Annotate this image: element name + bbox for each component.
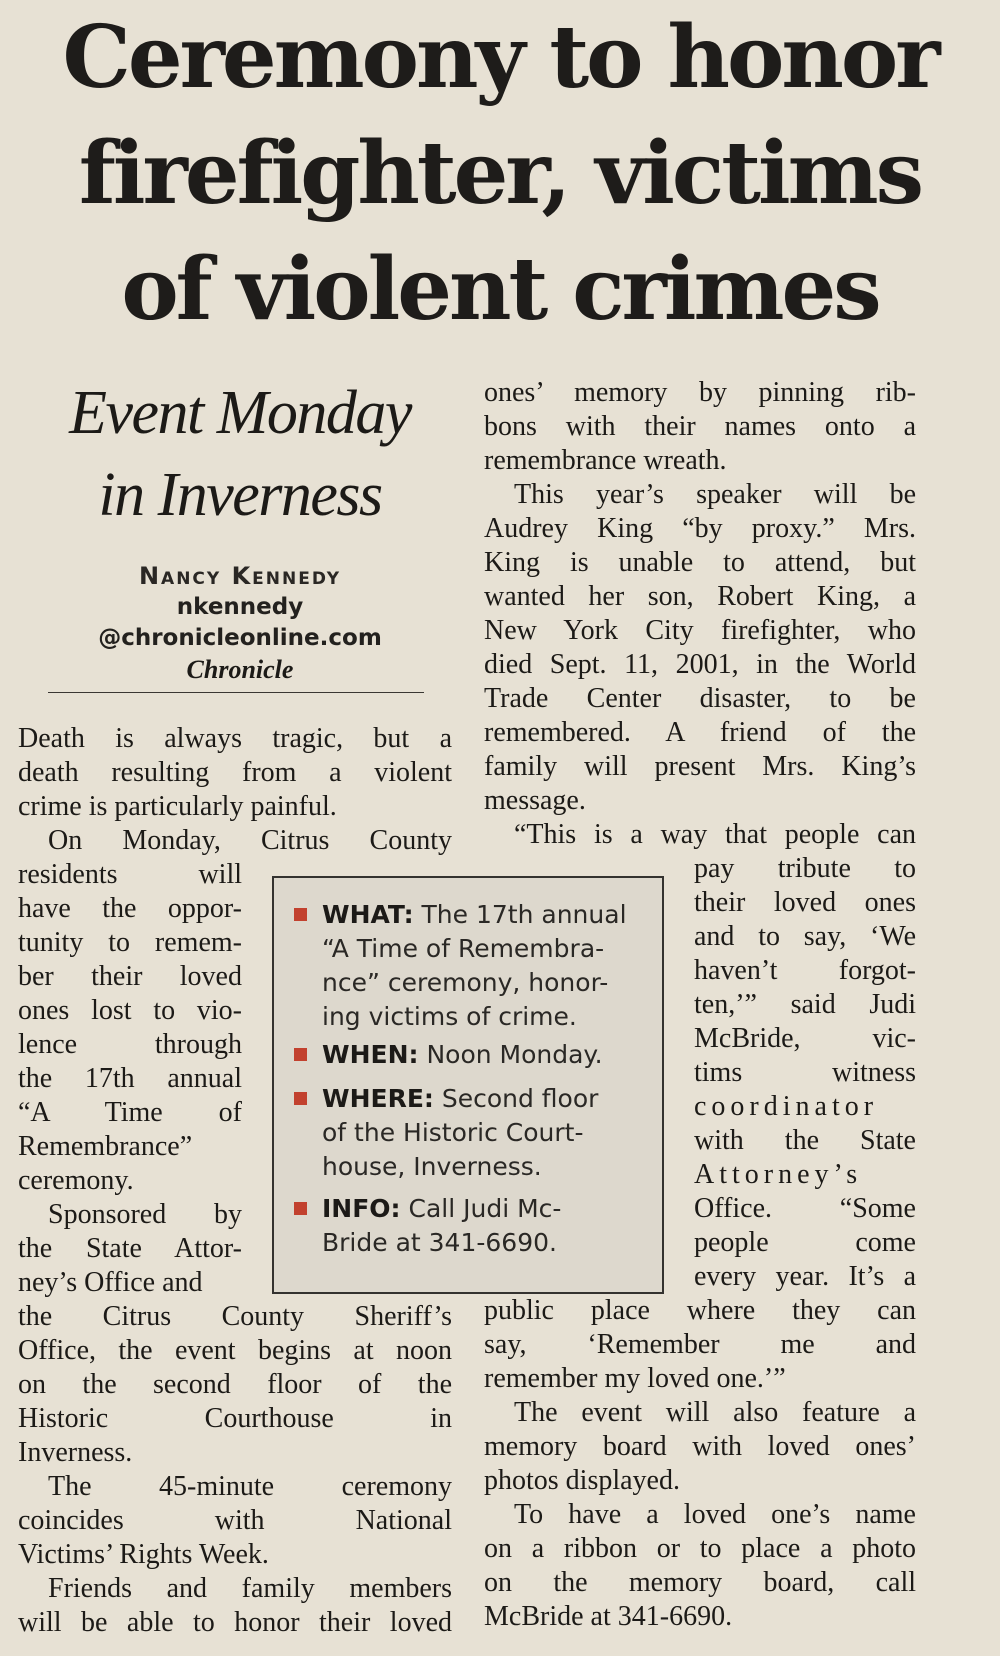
body-line: pay tribute to [694, 853, 916, 884]
body-line: death resulting from a violent [18, 757, 452, 788]
info-text: Call Judi Mc- [400, 1194, 562, 1223]
headline [0, 0, 1000, 348]
body-line: ber their loved [18, 961, 242, 992]
info-label: WHERE: [322, 1084, 434, 1113]
body-line: tims witness [694, 1057, 916, 1088]
body-line: Victims’ Rights Week. [18, 1539, 269, 1570]
publication-name: Chronicle [186, 655, 294, 684]
info-text: The 17th annual [413, 900, 627, 929]
body-line: ones’ memory by pinning rib- [484, 377, 916, 408]
body-line: the 17th annual [18, 1063, 242, 1094]
body-line: public place where they can [484, 1295, 916, 1326]
body-line: ney’s Office and [18, 1267, 203, 1298]
body-line: message. [484, 785, 586, 816]
body-line: coordinator [694, 1091, 879, 1122]
body-line: remember my loved one.’” [484, 1363, 786, 1394]
body-line: Office, the event begins at noon [18, 1335, 452, 1366]
body-line: ten,’” said Judi [694, 989, 916, 1020]
info-label: INFO: [322, 1194, 401, 1223]
info-text: Noon Monday. [418, 1040, 603, 1069]
body-line: memory board with loved ones’ [484, 1431, 916, 1462]
byline [30, 560, 450, 686]
info-item-when [294, 1038, 654, 1072]
body-line: and to say, ‘We [694, 921, 916, 952]
body-line: family will present Mrs. King’s [484, 751, 916, 782]
body-line: On Monday, Citrus County [48, 825, 452, 856]
body-line: bons with their names onto a [484, 411, 916, 442]
body-line: Office. “Some [694, 1193, 916, 1224]
info-text: Second floor [433, 1084, 599, 1113]
body-line: died Sept. 11, 2001, in the World [484, 649, 916, 680]
square-bullet-icon [294, 1202, 307, 1215]
info-text: ing victims of crime. [322, 1002, 577, 1031]
info-text: nce” ceremony, honor- [322, 968, 609, 997]
body-line: “A Time of [18, 1097, 242, 1128]
body-line: To have a loved one’s name [514, 1499, 916, 1530]
event-info-box [272, 876, 664, 1294]
body-line: haven’t forgot- [694, 955, 916, 986]
headline-line: Ceremony to honor [62, 7, 938, 108]
author-email-line2: @chronicleonline.com [98, 625, 382, 651]
body-line: the State Attor- [18, 1233, 242, 1264]
info-text: of the Historic Court- [322, 1118, 584, 1147]
info-text: “A Time of Remembra- [322, 934, 605, 963]
square-bullet-icon [294, 1092, 307, 1105]
byline-divider [48, 692, 424, 693]
body-line: on the second floor of the [18, 1369, 452, 1400]
body-line: The 45-minute ceremony [48, 1471, 452, 1502]
body-line: McBride, vic- [694, 1023, 916, 1054]
body-line: The event will also feature a [514, 1397, 916, 1428]
body-line: tunity to remem- [18, 927, 242, 958]
body-line: “This is a way that people can [514, 819, 916, 850]
body-line: crime is particularly painful. [18, 791, 337, 822]
square-bullet-icon [294, 1048, 307, 1061]
body-line: McBride at 341-6690. [484, 1601, 733, 1632]
body-line: on the memory board, call [484, 1567, 916, 1598]
body-line: coincides with National [18, 1505, 452, 1536]
body-line: have the oppor- [18, 893, 242, 924]
body-line: ones lost to vio- [18, 995, 242, 1026]
body-line: the Citrus County Sheriff’s [18, 1301, 452, 1332]
body-line: Inverness. [18, 1437, 133, 1468]
headline-line: firefighter, victims [78, 123, 922, 224]
body-line: on a ribbon or to place a photo [484, 1533, 916, 1564]
author-name: Nancy Kennedy [138, 562, 342, 590]
body-line: Trade Center disaster, to be [484, 683, 916, 714]
square-bullet-icon [294, 908, 307, 921]
body-line: ceremony. [18, 1165, 134, 1196]
body-line: Attorney’s [694, 1159, 863, 1190]
body-line: their loved ones [694, 887, 916, 918]
subheadline [20, 372, 460, 536]
body-line: will be able to honor their loved [18, 1607, 452, 1638]
body-line: Remembrance” [18, 1131, 193, 1162]
body-line: photos displayed. [484, 1465, 680, 1496]
info-label: WHEN: [322, 1040, 419, 1069]
body-line: Sponsored by [48, 1199, 242, 1230]
body-line: lence through [18, 1029, 242, 1060]
body-line: New York City firefighter, who [484, 615, 916, 646]
body-line: residents will [18, 859, 242, 890]
info-item-what [294, 898, 654, 1034]
body-line: Historic Courthouse in [18, 1403, 452, 1434]
info-text: Bride at 341-6690. [322, 1228, 557, 1257]
info-text: house, Inverness. [322, 1152, 542, 1181]
body-line: remembered. A friend of the [484, 717, 916, 748]
body-line: Death is always tragic, but a [18, 723, 452, 754]
body-line: with the State [694, 1125, 916, 1156]
body-line: every year. It’s a [694, 1261, 916, 1292]
body-line: This year’s speaker will be [514, 479, 916, 510]
info-item-where [294, 1082, 654, 1184]
info-label: WHAT: [322, 900, 414, 929]
info-item-info [294, 1192, 654, 1260]
body-line: say, ‘Remember me and [484, 1329, 916, 1360]
body-line: remembrance wreath. [484, 445, 727, 476]
body-line: Friends and family members [48, 1573, 452, 1604]
body-line: people come [694, 1227, 916, 1258]
body-line: wanted her son, Robert King, a [484, 581, 916, 612]
subheadline-line: in Inverness [98, 461, 382, 529]
headline-line: of violent crimes [121, 239, 879, 340]
author-email-line1: nkennedy [176, 594, 304, 620]
subheadline-line: Event Monday [69, 379, 411, 447]
body-line: Audrey King “by proxy.” Mrs. [484, 513, 916, 544]
body-line: King is unable to attend, but [484, 547, 916, 578]
